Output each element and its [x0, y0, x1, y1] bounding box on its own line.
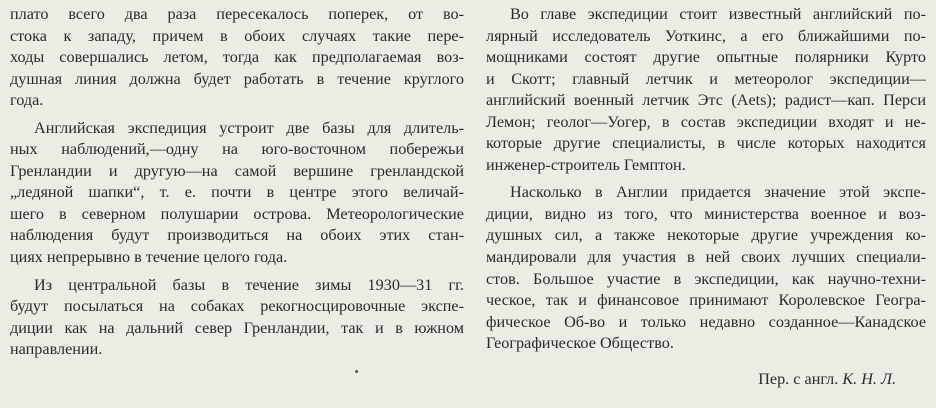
text-line: Из центральной базы в течение зимы 1930—31 гг. — [34, 275, 464, 294]
print-speck — [355, 370, 358, 373]
text-line: наблюдения будут производиться на обоих этих стан- — [10, 226, 464, 245]
text-line: стока к западу, причем в обоих случаях такие пере- — [10, 26, 464, 45]
text-line: будут посылаться на собаках рекогносцировочные экспе- — [10, 297, 464, 316]
paragraph — [486, 4, 926, 176]
text-line: плато всего два раза пересекалось поперек, от во- — [10, 5, 464, 23]
text-line: диции как на дальний север Гренландии, так и в южном — [10, 318, 464, 337]
text-line: которые другие специалисты, в числе которых находится — [486, 134, 926, 153]
text-line: ных наблюдений,—одну на юго-восточном побережьи — [10, 140, 464, 159]
right-column — [486, 4, 926, 355]
text-line: циях непрерывно в течение целого года. — [10, 248, 288, 267]
text-line: лярный исследователь Уоткинс, а его ближайшими по- — [486, 26, 926, 45]
text-line: года. — [10, 91, 44, 110]
text-line: и Скотт; главный летчик и метеоролог экспедиции— — [486, 69, 926, 88]
left-column — [10, 4, 464, 361]
text-line: душная линия должна будет работать в течение круглого — [10, 69, 464, 88]
paragraph — [10, 275, 464, 361]
text-line: английский военный летчик Этс (Aets); радист—кап. Перси — [486, 91, 926, 110]
text-line: душных сил, а также некоторые другие учреждения ко- — [486, 226, 926, 245]
text-line: Лемон; геолог—Уогер, в состав экспедиции входят и не- — [486, 112, 926, 131]
text-line: инженер-строитель Гемптон. — [486, 155, 686, 174]
text-line: Английская экспедиция устроит две базы для длитель- — [34, 118, 464, 137]
paragraph — [10, 118, 464, 269]
text-line: ходы совершались летом, тогда как предполагаемая воз- — [10, 48, 464, 67]
text-line: направлении. — [10, 340, 103, 359]
text-line: „ледяной шапки“, т. е. почти в центре этого величай- — [10, 183, 464, 202]
signature-prefix: Пер. с англ. — [758, 370, 839, 388]
text-line: фическое Об-во и только недавно созданное—Канадское — [486, 312, 926, 331]
translator-initials: К. Н. Л. — [842, 370, 896, 388]
text-line: Во главе экспедиции стоит известный английский по- — [510, 5, 926, 23]
translator-signature — [758, 369, 896, 390]
text-line: шего в северном полушарии острова. Метеорологические — [10, 204, 464, 223]
text-line: Насколько в Англии придается значение этой экспе- — [510, 183, 926, 202]
paragraph — [10, 4, 464, 112]
text-line: диции, видно из того, что министерства военное и воз- — [486, 204, 926, 223]
text-line: стов. Большое участие в экспедиции, как научно-техни- — [486, 269, 926, 288]
text-line: Гренландии и другую—на самой вершине гренландской — [10, 161, 464, 180]
text-line: мандировали для участия в ней своих лучших специали- — [486, 248, 926, 267]
text-line: ческое, так и финансовое принимают Королевское Геогра- — [486, 291, 926, 310]
text-line: Географическое Общество. — [486, 334, 674, 353]
paragraph — [486, 182, 926, 354]
text-line: мощниками состоят другие опытные полярники Курто — [486, 48, 926, 67]
